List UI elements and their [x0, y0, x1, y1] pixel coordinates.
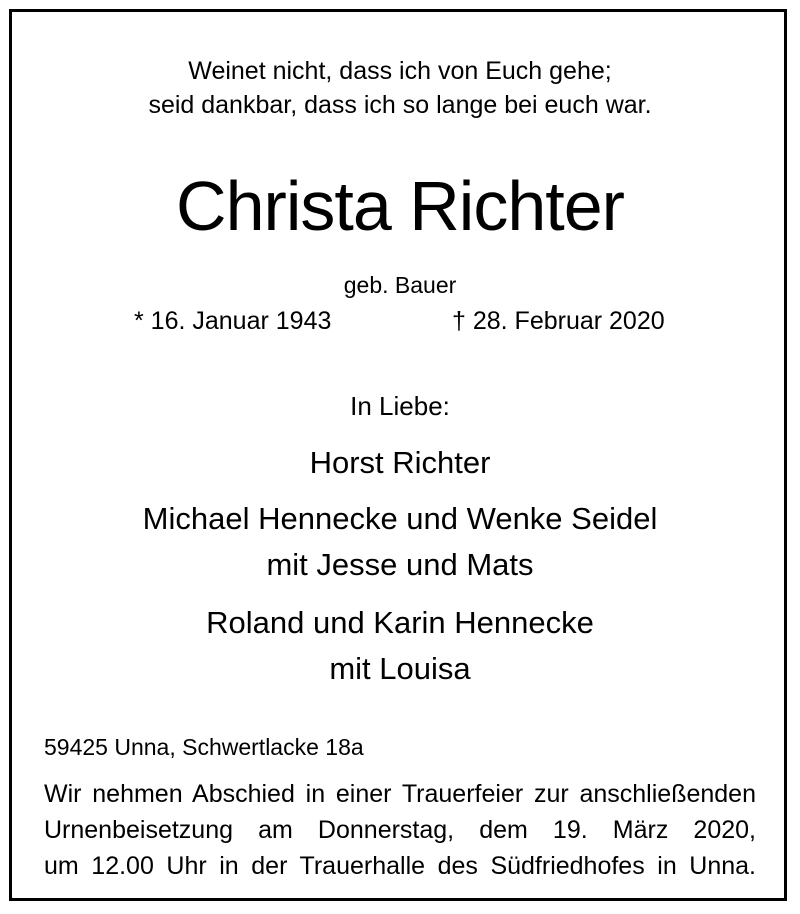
death-date: † 28. Februar 2020 — [452, 307, 665, 335]
mourner-line: mit Louisa — [329, 651, 471, 686]
mourner-line: Horst Richter — [309, 445, 491, 480]
address: 59425 Unna, Schwertlacke 18a — [44, 734, 364, 760]
mourner-line: Roland und Karin Hennecke — [206, 605, 594, 640]
motto-line-2: seid dankbar, dass ich so lange bei euch war. — [148, 91, 652, 119]
deceased-name: Christa Richter — [176, 167, 624, 245]
ceremony-notice-line: um 12.00 Uhr in der Trauerhalle des Südfriedhofes in Unna. — [44, 852, 756, 880]
birth-name: geb. Bauer — [343, 272, 457, 298]
motto-line-1: Weinet nicht, dass ich von Euch gehe; — [188, 57, 612, 85]
mourner-line: mit Jesse und Mats — [266, 547, 534, 582]
mourners-intro: In Liebe: — [350, 391, 450, 421]
ceremony-notice-line: Wir nehmen Abschied in einer Trauerfeier zur anschließenden — [44, 780, 756, 808]
ceremony-notice-line: Urnenbeisetzung am Donnerstag, dem 19. März 2020, — [44, 816, 756, 844]
birth-date: * 16. Januar 1943 — [134, 307, 332, 335]
mourner-line: Michael Hennecke und Wenke Seidel — [142, 501, 658, 536]
